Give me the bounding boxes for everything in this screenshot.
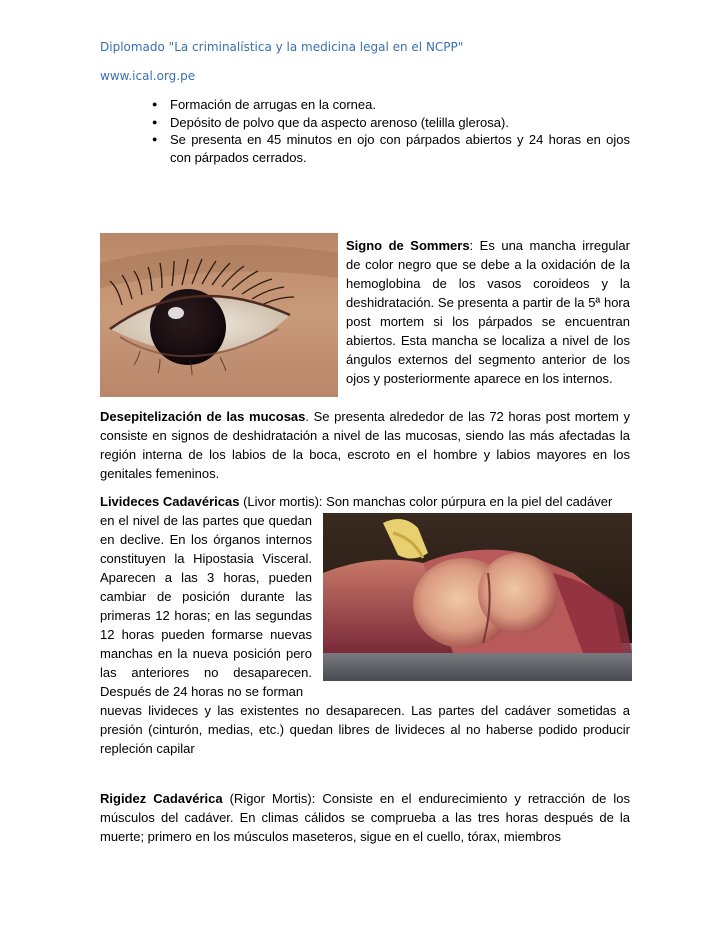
desepitelizacion-paragraph [100,407,630,483]
rigidez-paragraph [100,789,630,846]
livideces-rest: nuevas livideces y las existentes no desaparecen. Las partes del cadáver sometidas a presión (cinturón, medias, etc.) quedan libres de livideces al no haberse podido producir repleción capilar [100,703,630,756]
livideces-side-line: Aparecen a las 3 horas, pueden [100,570,312,585]
sommers-text: : Es una mancha irregular de color negro que se debe a la oxidación de la hemoglobina de los vasos coroideos y la deshidratación. Se presenta a partir de la 5ª hora post mortem si los párpados se encuentran abiertos. Esta mancha se localiza a nivel de los ángulos externos del segmento anterior de los ojos y posteriormente aparece en los internos. [346,238,630,386]
bullet-item: ● Depósito de polvo que da aspecto arenoso (telilla glerosa). [148,114,630,132]
bullet-item: ● Formación de arrugas en la cornea. [148,96,630,114]
livideces-side-line: manchas en la nueva posición pero [100,646,312,661]
livideces-side-line: cambiar de posición durante las [100,589,312,604]
livideces-title: Livideces Cadavéricas [100,494,240,509]
livideces-first-line [100,492,630,511]
livideces-side-text [100,511,312,701]
livideces-side-line: las anteriores no desaparecen. [100,665,312,680]
sommers-title: Signo de Sommers [346,238,470,253]
bullet-item: ● Se presenta en 45 minutos en ojo con párpados abiertos y 24 horas en ojos con párpados cerrados. [148,131,630,166]
rigidez-title: Rigidez Cadavérica [100,791,223,806]
header-url[interactable]: www.ical.org.pe [100,69,196,83]
rigidez-text: (Rigor Mortis): Consiste en el endurecimiento y retracción de los músculos del cadáver. En climas cálidos se comprueba a las tres horas después de la muerte; primero en los músculos maseteros, sigue en el cuello, tórax, miembros [100,791,630,844]
desepitelizacion-title: Desepitelización de las mucosas [100,409,306,424]
livideces-line1: (Livor mortis): Son manchas color púrpura en la piel del cadáver [239,494,613,509]
livideces-side-line: Después de 24 horas no se forman [100,684,304,699]
livideces-side-line: 12 horas pueden formarse nuevas [100,627,312,642]
livideces-side-line: primeras 12 horas; en las segundas [100,608,312,623]
header-title: Diplomado "La criminalística y la medicina legal en el NCPP" [100,40,464,54]
livor-mortis-photo [323,513,632,681]
livideces-side-line: en declive. En los órganos internos [100,532,312,547]
eye-photo [100,233,338,397]
desepitelizacion-text: . Se presenta alrededor de las 72 horas post mortem y consiste en signos de deshidratación a nivel de las mucosas, siendo las más afectadas la región interna de los labios de la boca, escroto en el hombre y labios mayores en los genitales femeninos. [100,409,630,481]
livideces-side-line: en el nivel de las partes que quedan [100,513,312,528]
sommers-paragraph [346,236,630,388]
bullet-list [148,96,630,166]
livideces-side-line: constituyen la Hipostasia Visceral. [100,551,312,566]
